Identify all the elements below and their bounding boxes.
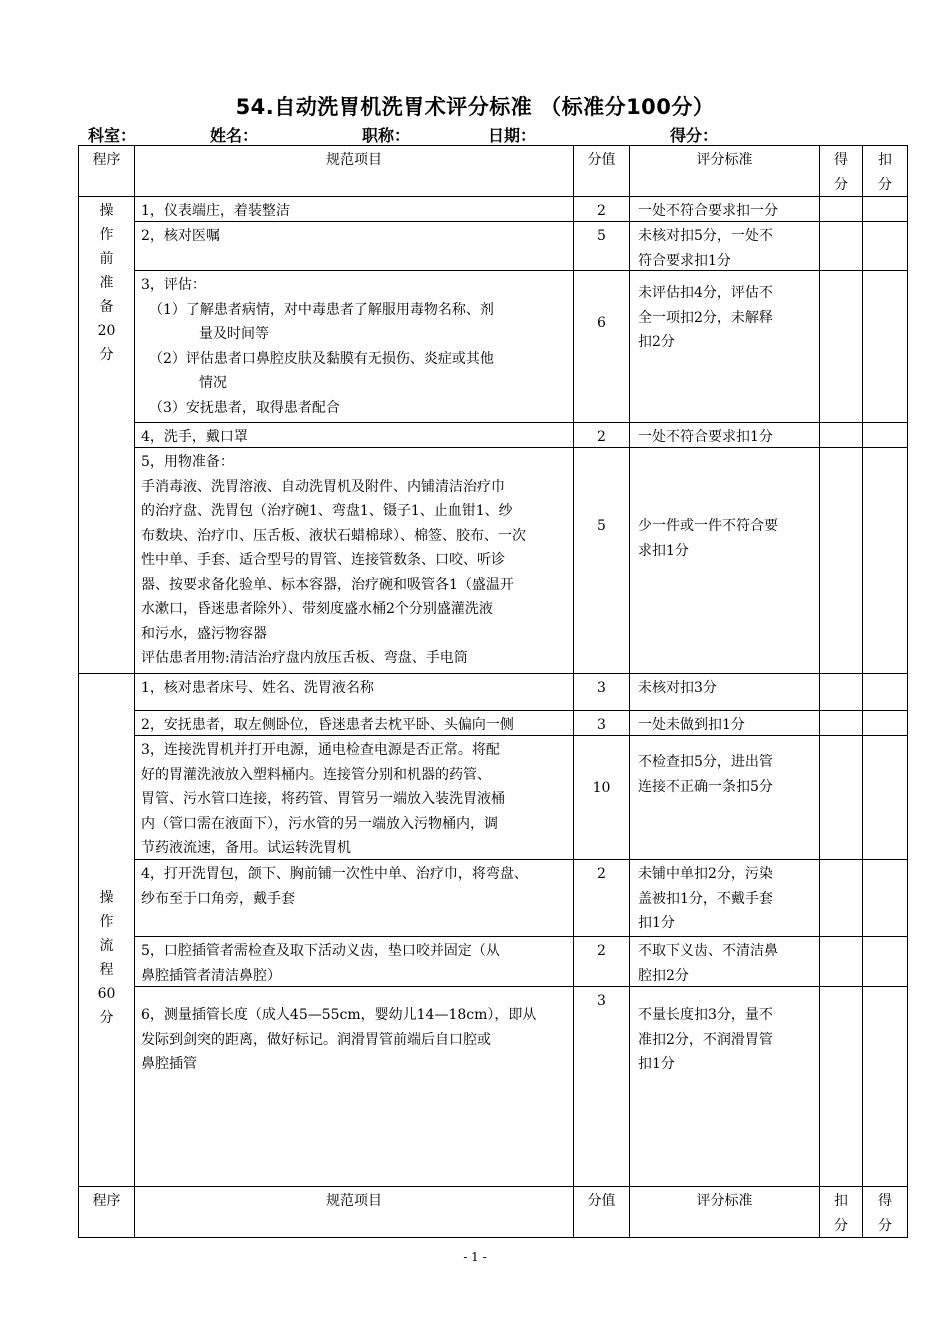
header-criteria: 评分标准 xyxy=(696,152,753,168)
item-line: 水漱口，昏迷患者除外）、带刻度盛水桶2个分别盛灌洗液 xyxy=(141,601,493,617)
header-item: 规范项目 xyxy=(326,152,382,168)
section-label-2 xyxy=(79,674,134,1186)
criteria-line: 未核对扣3分 xyxy=(638,680,717,696)
section-label-char: 操 xyxy=(99,890,114,906)
footer-points: 分值 xyxy=(587,1193,616,1209)
item-line: 1，核对患者床号、姓名、洗胃液名称 xyxy=(141,680,374,696)
deduct-cell xyxy=(863,448,907,673)
item-line: 2，核对医嘱 xyxy=(141,228,220,244)
title-rank-label: 职称： xyxy=(362,126,411,145)
criteria-cell xyxy=(630,222,819,270)
department-label: 科室： xyxy=(88,126,137,145)
deduct-cell xyxy=(863,197,907,221)
criteria-line: 全一项扣2分，未解释 xyxy=(638,309,773,326)
criteria-cell xyxy=(630,271,819,422)
criteria-line: 求扣1分 xyxy=(638,542,689,559)
item-cell xyxy=(135,711,573,735)
item-line: 发际到剑突的距离，做好标记。润滑胃管前端后自口腔或 xyxy=(141,1031,491,1048)
criteria-cell xyxy=(630,937,819,986)
footer-score-char: 得 xyxy=(878,1193,892,1209)
item-line: 鼻腔插管者清洁鼻腔） xyxy=(141,967,281,984)
deduct-cell xyxy=(863,423,907,447)
section-label-char: 分 xyxy=(99,347,114,363)
item-line: 6，测量插管长度（成人45—55cm，婴幼儿14—18cm），即从 xyxy=(141,1007,537,1023)
item-line: 评估患者用物:清洁治疗盘内放压舌板、弯盘、手电筒 xyxy=(141,650,468,666)
deduct-cell xyxy=(863,987,907,1186)
item-cell xyxy=(135,423,573,447)
item-line: 5，用物准备： xyxy=(141,454,234,470)
criteria-line: 扣2分 xyxy=(638,334,675,350)
item-line: 和污水，盛污物容器 xyxy=(141,625,267,642)
section-label-char: 分 xyxy=(99,1010,114,1026)
item-line: 布数块、治疗巾、压舌板、液状石蜡棉球）、棉签、胶布、一次 xyxy=(141,527,526,544)
table-rule xyxy=(78,1237,908,1238)
item-cell xyxy=(135,987,573,1186)
section-label-char: 60 xyxy=(97,986,116,1002)
criteria-line: 不检查扣5分，进出管 xyxy=(638,754,773,770)
criteria-line: 符合要求扣1分 xyxy=(638,252,731,269)
item-cell xyxy=(135,448,573,673)
points-cell: 3 xyxy=(597,717,606,733)
criteria-line: 扣1分 xyxy=(638,1056,675,1072)
score-cell xyxy=(820,271,862,422)
criteria-line: 腔扣2分 xyxy=(638,967,689,984)
item-cell xyxy=(135,860,573,936)
score-cell xyxy=(820,423,862,447)
criteria-cell xyxy=(630,860,819,936)
item-cell xyxy=(135,222,573,270)
deduct-cell xyxy=(863,222,907,270)
item-cell xyxy=(135,736,573,859)
item-cell xyxy=(135,674,573,710)
criteria-cell xyxy=(630,423,819,447)
header-deduct-char: 扣 xyxy=(878,152,892,168)
criteria-cell xyxy=(630,674,819,710)
section-label-char: 备 xyxy=(99,299,114,315)
item-line: 的治疗盘、洗胃包（治疗碗1、弯盘1、镊子1、止血钳1、纱 xyxy=(141,503,513,519)
criteria-line: 扣1分 xyxy=(638,915,675,931)
score-cell xyxy=(820,448,862,673)
page-number: - 1 - xyxy=(463,1250,487,1264)
item-cell xyxy=(135,197,573,221)
points-cell: 5 xyxy=(597,228,606,244)
deduct-cell xyxy=(863,860,907,936)
deduct-cell xyxy=(863,711,907,735)
item-line: 4，洗手，戴口罩 xyxy=(141,429,248,445)
points-cell: 2 xyxy=(597,429,606,445)
points-cell: 3 xyxy=(597,993,606,1009)
criteria-line: 未核对扣5分，一处不 xyxy=(638,228,773,244)
footer-procedure: 程序 xyxy=(92,1193,121,1209)
criteria-cell xyxy=(630,987,819,1186)
page-title: 54.自动洗胃机洗胃术评分标准 （标准分100分） xyxy=(235,95,715,119)
section-label-1 xyxy=(79,197,134,673)
name-label: 姓名： xyxy=(210,126,259,145)
item-cell xyxy=(135,937,573,986)
section-label-char: 作 xyxy=(99,227,114,243)
deduct-cell xyxy=(863,674,907,710)
sub-item-line: （3）安抚患者，取得患者配合 xyxy=(149,399,340,416)
footer-criteria: 评分标准 xyxy=(696,1193,753,1209)
header-deduct-char: 分 xyxy=(878,176,892,193)
item-line: 3，连接洗胃机并打开电源，通电检查电源是否正常。将配 xyxy=(141,742,500,758)
header-score-char: 分 xyxy=(834,176,848,193)
footer-deduct-char: 分 xyxy=(834,1217,848,1234)
score-cell xyxy=(820,937,862,986)
section-label-char: 20 xyxy=(97,323,116,339)
points-cell: 6 xyxy=(597,315,606,331)
date-label: 日期： xyxy=(488,126,537,145)
footer-score xyxy=(863,1187,907,1237)
item-line: 手消毒液、洗胃溶液、自动洗胃机及附件、内铺清洁治疗巾 xyxy=(141,478,505,495)
item-line: 器、按要求备化验单、标本容器，治疗碗和吸管各1（盛温开 xyxy=(141,576,514,593)
criteria-line: 不取下义齿、不清洁鼻 xyxy=(638,943,778,959)
criteria-line: 未评估扣4分，评估不 xyxy=(638,285,773,301)
deduct-cell xyxy=(863,736,907,859)
points-cell: 10 xyxy=(592,780,611,796)
points-cell: 2 xyxy=(597,943,606,959)
score-cell xyxy=(820,222,862,270)
section-label-char: 程 xyxy=(99,962,114,978)
item-line: 3，评估： xyxy=(141,277,206,293)
criteria-line: 少一件或一件不符合要 xyxy=(638,518,778,534)
score-cell xyxy=(820,736,862,859)
points-cell: 5 xyxy=(597,518,606,534)
criteria-line: 盖被扣1分，不戴手套 xyxy=(638,890,773,907)
item-line: 鼻腔插管 xyxy=(141,1056,197,1072)
deduct-cell xyxy=(863,937,907,986)
sub-item-line: 量及时间等 xyxy=(199,326,269,342)
points-cell: 2 xyxy=(597,866,606,882)
item-line: 1，仪表端庄，着装整洁 xyxy=(141,203,290,219)
item-cell xyxy=(135,271,573,422)
table-rule xyxy=(907,145,908,1238)
criteria-cell xyxy=(630,711,819,735)
item-line: 节药液流速，备用。试运转洗胃机 xyxy=(141,840,351,856)
footer-score-char: 分 xyxy=(878,1217,892,1234)
section-label-char: 流 xyxy=(99,938,114,954)
points-cell: 2 xyxy=(597,203,606,219)
header-points: 分值 xyxy=(587,152,616,168)
footer-deduct-char: 扣 xyxy=(834,1193,848,1209)
deduct-cell xyxy=(863,271,907,422)
criteria-line: 一处未做到扣1分 xyxy=(638,717,745,733)
footer-deduct xyxy=(820,1187,862,1237)
item-line: 2，安抚患者，取左侧卧位，昏迷患者去枕平卧、头偏向一侧 xyxy=(141,717,514,733)
item-line: 性中单、手套、适合型号的胃管、连接管数条、口咬、听诊 xyxy=(141,552,505,568)
criteria-line: 未铺中单扣2分，污染 xyxy=(638,866,773,882)
header-score-char: 得 xyxy=(834,152,848,168)
section-label-char: 准 xyxy=(99,275,114,291)
criteria-line: 不量长度扣3分，量不 xyxy=(638,1007,773,1023)
sub-item-line: 情况 xyxy=(199,375,227,391)
criteria-line: 一处不符合要求扣一分 xyxy=(638,203,778,219)
item-line: 内（管口需在液面下），污水管的另一端放入污物桶内，调 xyxy=(141,815,498,832)
item-line: 胃管、污水管口连接，将药管、胃管另一端放入装洗胃液桶 xyxy=(141,791,505,807)
item-line: 好的胃灌洗液放入塑料桶内。连接管分别和机器的药管、 xyxy=(141,766,491,783)
footer-item: 规范项目 xyxy=(326,1193,382,1209)
criteria-cell xyxy=(630,197,819,221)
criteria-line: 一处不符合要求扣1分 xyxy=(638,429,773,445)
section-label-char: 作 xyxy=(99,914,114,930)
item-line: 5，口腔插管者需检查及取下活动义齿，垫口咬并固定（从 xyxy=(141,943,500,959)
header-procedure: 程序 xyxy=(92,152,121,168)
criteria-line: 连接不正确一条扣5分 xyxy=(638,778,773,795)
criteria-cell xyxy=(630,736,819,859)
score-cell xyxy=(820,197,862,221)
item-line: 纱布至于口角旁，戴手套 xyxy=(141,890,295,907)
header-score xyxy=(820,146,862,196)
criteria-line: 准扣2分，不润滑胃管 xyxy=(638,1031,773,1048)
section-label-char: 操 xyxy=(99,203,114,219)
score-label: 得分： xyxy=(670,126,719,145)
score-cell xyxy=(820,987,862,1186)
header-deduct xyxy=(863,146,907,196)
item-line: 4，打开洗胃包，颌下、胸前铺一次性中单、治疗巾，将弯盘、 xyxy=(141,866,528,882)
points-cell: 3 xyxy=(597,680,606,696)
score-cell xyxy=(820,860,862,936)
section-label-char: 前 xyxy=(99,251,114,267)
sub-item-line: （2）评估患者口鼻腔皮肤及黏膜有无损伤、炎症或其他 xyxy=(149,350,494,367)
criteria-cell xyxy=(630,448,819,673)
score-cell xyxy=(820,674,862,710)
sub-item-line: （1）了解患者病情，对中毒患者了解服用毒物名称、剂 xyxy=(149,301,494,318)
score-cell xyxy=(820,711,862,735)
